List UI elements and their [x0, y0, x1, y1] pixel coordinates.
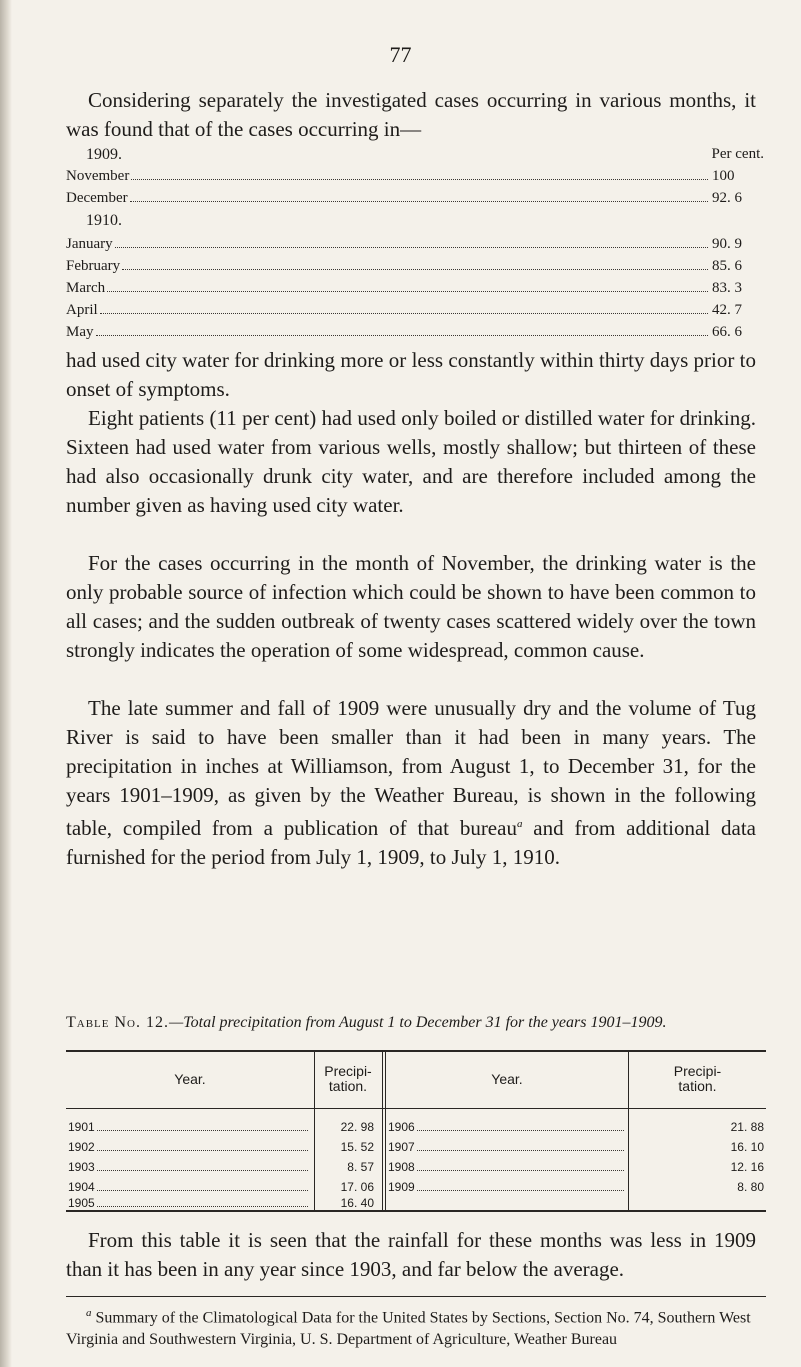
paragraph-eight-patients: Eight patients (11 per cent) had used only boiled or distilled water for drinking. Sixteen had used water from various wells, mostly shallow; but thirteen of these had also occasionally drunk city water, and are therefore included among the number given as having used city water.: [66, 406, 756, 517]
table-row: 1902: [68, 1140, 310, 1154]
footnote: $^a$ Summary of the Climatological Data for the United States by Sections, Section No. 74, Southern West Virginia and Southwestern Virginia, U. S. Department of Agriculture, Weather Bureau: [66, 1307, 751, 1349]
table-row: 1909: [388, 1180, 626, 1194]
table-top-rule: [66, 1050, 766, 1052]
table-row: 1906: [388, 1120, 626, 1134]
table-cell: 12. 16: [730, 1160, 764, 1174]
page-number: 77: [389, 42, 412, 67]
percent-column-header: Per cent.: [711, 146, 764, 162]
table-cell: 16. 40: [340, 1196, 374, 1210]
intro-paragraph: Considering separately the investigated cases occurring in various months, it was found that of the cases occurring in—: [66, 88, 756, 141]
list-item: April 42. 7: [66, 302, 742, 318]
table-row: 1908: [388, 1160, 626, 1174]
table-cell: 16. 10: [730, 1140, 764, 1154]
table-row: 1903: [68, 1160, 310, 1174]
table-cell: 15. 52: [340, 1140, 374, 1154]
footnote-reference: a: [516, 818, 523, 830]
table-caption: Table No. 12.—Total precipitation from August 1 to December 31 for the years 1901–1909.: [66, 1014, 667, 1031]
table-row: 1905: [68, 1196, 310, 1210]
table-row: 1907: [388, 1140, 626, 1154]
table-cell: 21. 88: [730, 1120, 764, 1134]
table-cell: 17. 06: [340, 1180, 374, 1194]
list-item: May 66. 6: [66, 324, 742, 340]
paragraph-precipitation: The late summer and fall of 1909 were unusually dry and the volume of Tug River is said to have been smaller than it had been in many years. The precipitation in inches at Williamson, from August 1, to December 31, for the years 1901–1909, as given by the Weather Bureau, is shown in the following table, compiled from a publication of that bureau$^a$ and from additional data furnished for the period from July 1, 1909, to July 1, 1910.: [66, 696, 756, 869]
list-item: November 100: [66, 168, 735, 184]
column-header-year-right: Year.: [491, 1071, 523, 1087]
table-row: 1904: [68, 1180, 310, 1194]
list-item: January 90. 9: [66, 236, 742, 252]
paragraph-november-cases: For the cases occurring in the month of November, the drinking water is the only probable source of infection which could be shown to have been common to all cases; and the sudden outbreak of twenty cases scattered widely over the town strongly indicates the operation of some widespread, common cause.: [66, 551, 756, 662]
column-header-year-left: Year.: [174, 1071, 206, 1087]
footnote-mark: a: [86, 1307, 92, 1319]
table-cell: 8. 80: [737, 1180, 764, 1194]
column-header-precipitation-right: Precipi- tation.: [673, 1063, 722, 1094]
table-bottom-rule: [66, 1210, 766, 1212]
table-cell: 8. 57: [347, 1160, 374, 1174]
list-item: February 85. 6: [66, 258, 742, 274]
table-header-rule: [66, 1108, 766, 1109]
table-row: 1901: [68, 1120, 310, 1134]
table-cell: 22. 98: [340, 1120, 374, 1134]
year-heading-1910: 1910.: [86, 212, 122, 229]
footnote-rule: [66, 1296, 766, 1297]
paragraph-city-water: had used city water for drinking more or less constantly within thirty days prior to onset of symptoms.: [66, 348, 756, 401]
year-heading-1909: 1909.: [86, 146, 122, 163]
list-item: March 83. 3: [66, 280, 742, 296]
paragraph-rainfall-conclusion: From this table it is seen that the rainfall for these months was less in 1909 than it has been in any year since 1903, and far below the average.: [66, 1228, 756, 1281]
column-header-precipitation-left: Precipi- tation.: [324, 1063, 372, 1094]
list-item: December 92. 6: [66, 190, 742, 206]
page-edge-shadow: [0, 0, 12, 1367]
